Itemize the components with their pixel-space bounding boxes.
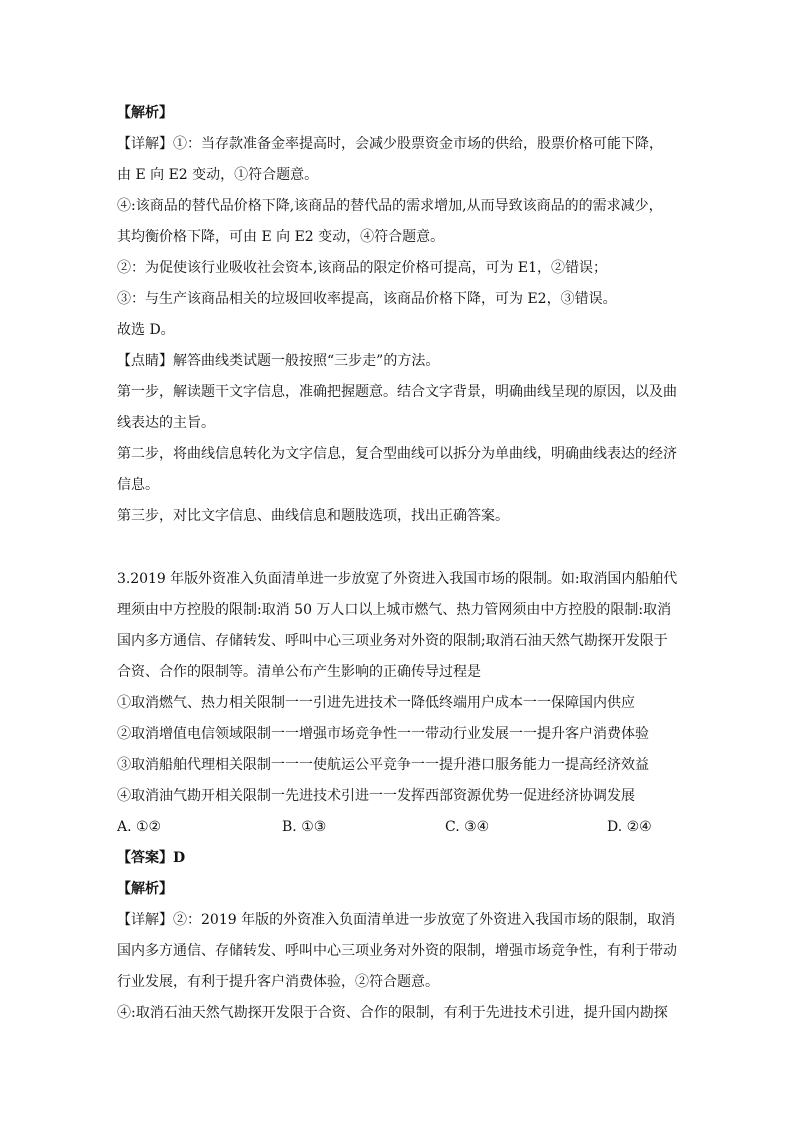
statement-4: ④取消油气勘开相关限制一先进技术引进一一发挥西部资源优势一促进经济协调发展 [117, 788, 635, 804]
statement-3: ③取消船舶代理相关限制一一一使航运公平竞争一一提升港口服务能力一提高经济效益 [117, 757, 649, 773]
detail-paragraph-line: 行业发展，有利于提升客户消费体验，②符合题意。 [117, 974, 439, 990]
option-d: D. ②④ [607, 819, 652, 835]
analysis-heading-2: 【解析】 [117, 881, 173, 897]
detail-paragraph-line: 国内多方通信、存储转发、呼叫中心三项业务对外资的限制，增强市场竞争性，有利于带动 [117, 943, 677, 959]
step-two-line: 信息。 [117, 477, 159, 493]
answer-line: 【答案】D [117, 850, 186, 866]
detail-paragraph-line: 【详解】①：当存款准备金率提高时，会减少股票资金市场的供给，股票价格可能下降， [117, 136, 663, 152]
conclusion-line: 故选 D。 [117, 322, 175, 338]
statement-1: ①取消燃气、热力相关限制一一引进先进技术一降低终端用户成本一一保障国内供应 [117, 695, 635, 711]
statement-2: ②取消增值电信领域限制一一增强市场竞争性一一带动行业发展一一提升客户消费体验 [117, 726, 649, 742]
tip-heading-line: 【点睛】解答曲线类试题一般按照“三步走”的方法。 [117, 353, 440, 369]
detail-paragraph-line: ④:取消石油天然气勘探开发限于合资、合作的限制，有利于先进技术引进，提升国内勘探 [117, 1005, 668, 1021]
answer-options [117, 818, 677, 836]
question-3-stem-line: 合资、合作的限制等。清单公布产生影响的正确传导过程是 [117, 664, 481, 680]
step-one-line: 线表达的主旨。 [117, 415, 215, 431]
detail-paragraph-line: ②：为促使该行业吸收社会资本,该商品的限定价格可提高，可为 E1，②错误； [117, 260, 608, 276]
detail-paragraph-line: 其均衡价格下降，可由 E 向 E2 变动，④符合题意。 [117, 229, 445, 245]
detail-paragraph-line: ③：与生产该商品相关的垃圾回收率提高，该商品价格下降，可为 E2，③错误。 [117, 291, 617, 307]
step-two-line: 第二步，将曲线信息转化为文字信息，复合型曲线可以拆分为单曲线，明确曲线表达的经济 [117, 446, 677, 462]
step-one-line: 第一步，解读题干文字信息，准确把握题意。结合文字背景，明确曲线呈现的原因，以及曲 [117, 384, 677, 400]
question-3-stem-line: 国内多方通信、存储转发、呼叫中心三项业务对外资的限制;取消石油天然气勘探开发限于 [117, 633, 668, 649]
option-a: A. ①② [117, 819, 162, 835]
question-3-stem-line: 理须由中方控股的限制:取消 50 万人口以上城市燃气、热力管网须由中方控股的限制:取消 [117, 602, 672, 618]
detail-paragraph-line: ④:该商品的替代品价格下降,该商品的替代品的需求增加,从而导致该商品的的需求减少， [117, 198, 663, 214]
detail-paragraph-line: 【详解】②：2019 年版的外资准入负面清单进一步放宽了外资进入我国市场的限制，取消 [117, 912, 676, 928]
detail-paragraph-line: 由 E 向 E2 变动，①符合题意。 [117, 167, 319, 183]
option-b: B. ①③ [282, 819, 327, 835]
question-3-stem-line: 3.2019 年版外资准入负面清单进一步放宽了外资进入我国市场的限制。如:取消国内船舶代 [117, 571, 678, 587]
option-c: C. ③④ [445, 819, 490, 835]
step-three-line: 第三步，对比文字信息、曲线信息和题肢选项，找出正确答案。 [117, 508, 509, 524]
analysis-heading-1: 【解析】 [117, 105, 173, 121]
